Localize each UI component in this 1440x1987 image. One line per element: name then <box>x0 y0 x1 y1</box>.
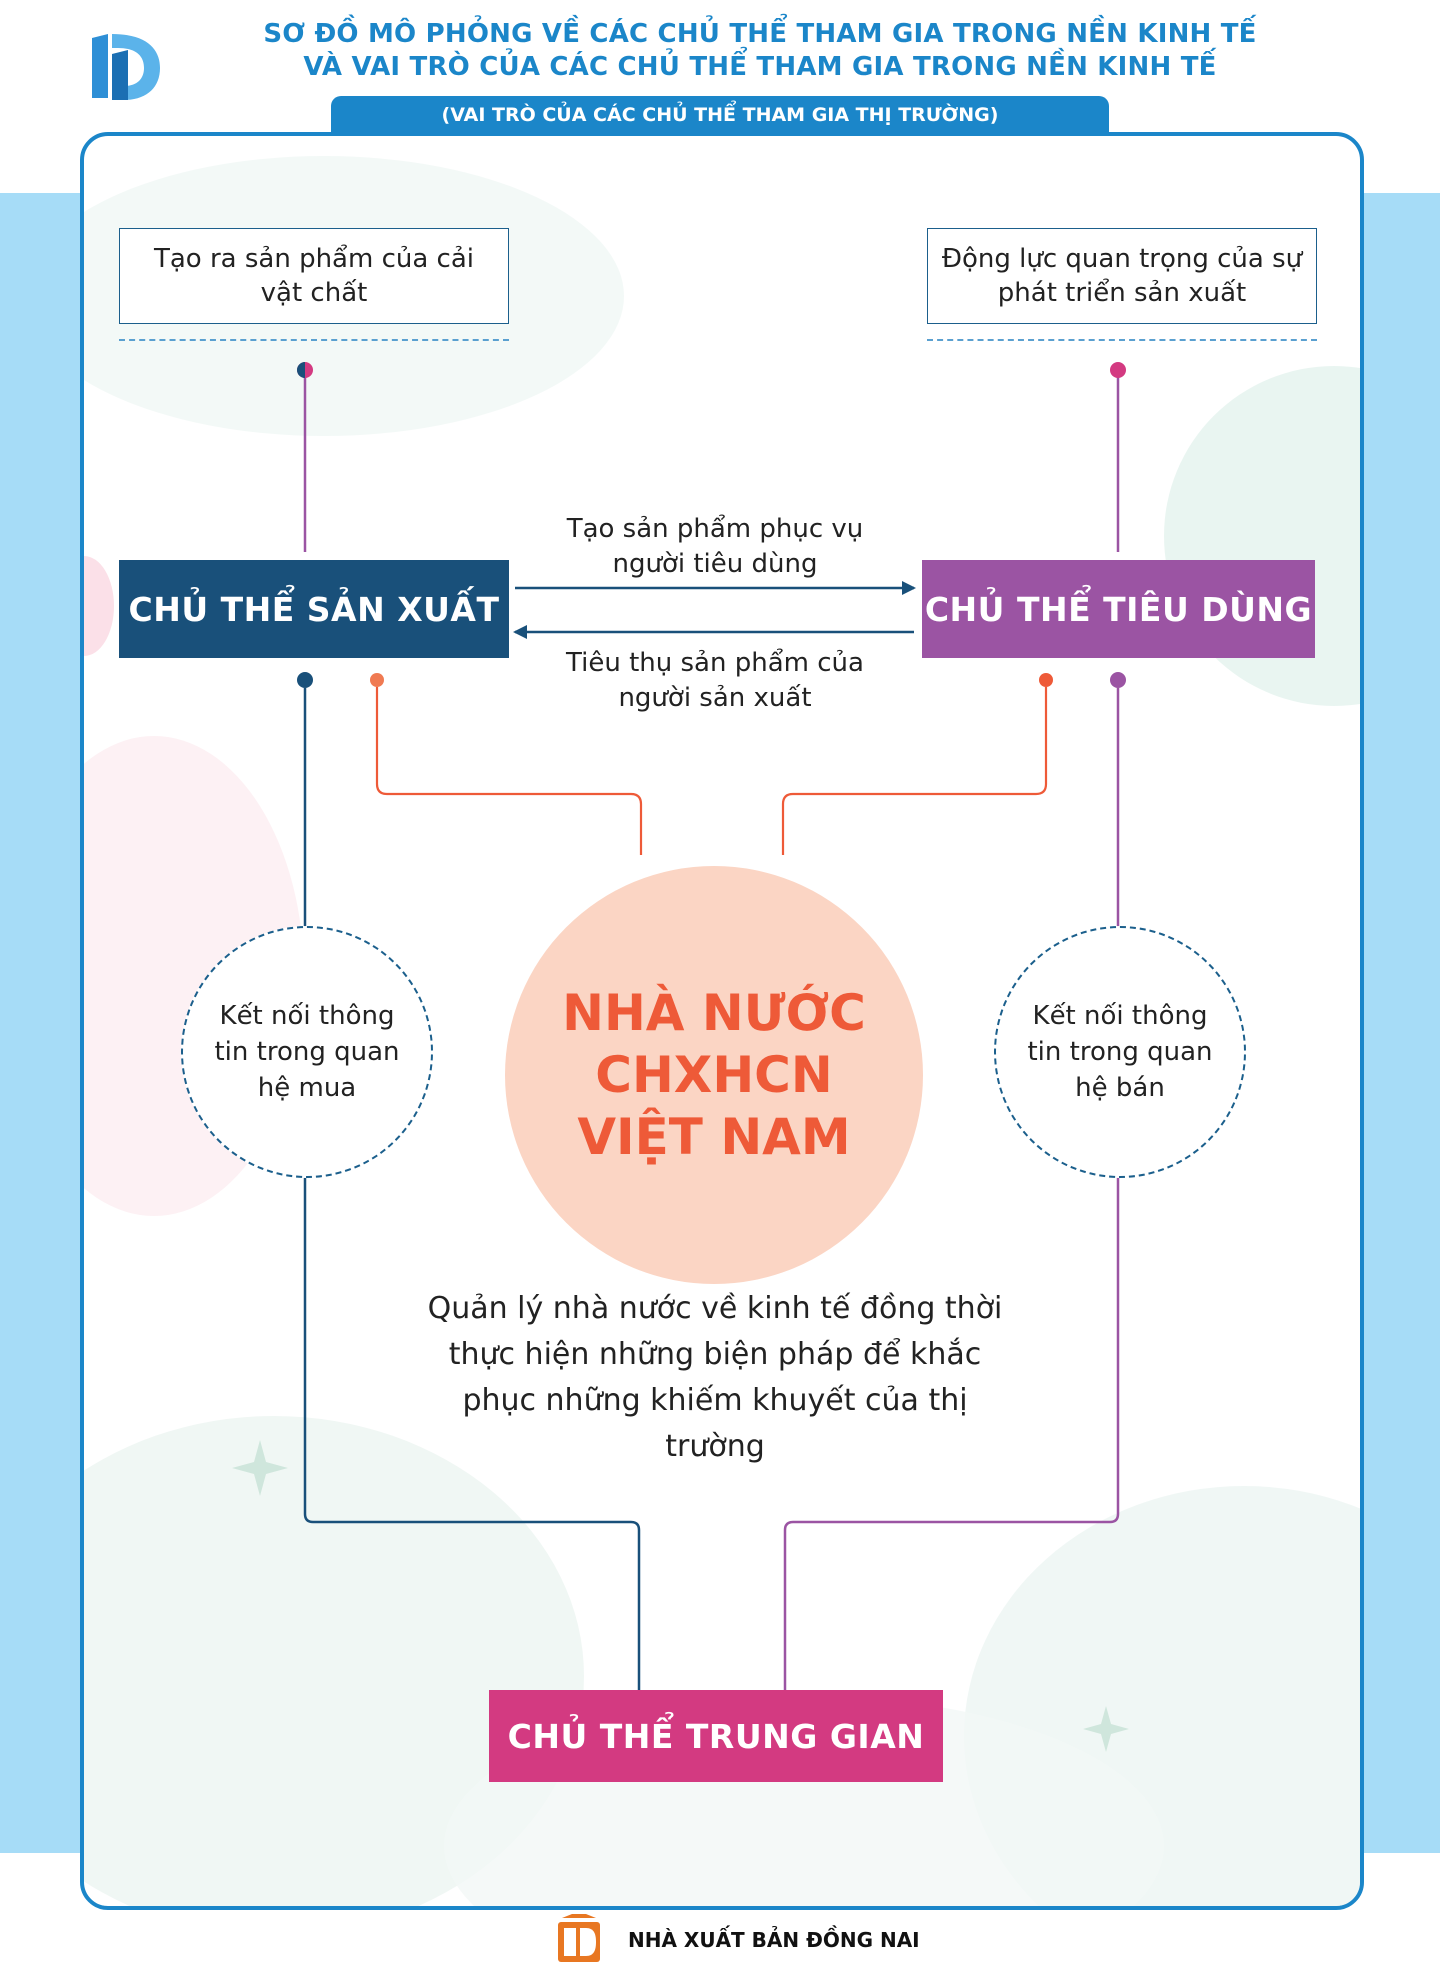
consumer-box: CHỦ THỂ TIÊU DÙNG <box>922 560 1315 658</box>
subtitle-tab: (VAI TRÒ CỦA CÁC CHỦ THỂ THAM GIA THỊ TRƯỜNG) <box>331 96 1109 134</box>
producer-role-text: Tạo ra sản phẩm của cải vật chất <box>153 244 475 308</box>
buy-link-circle <box>181 926 433 1178</box>
consumer-role-box <box>927 228 1317 324</box>
state-circle <box>505 866 923 1284</box>
title-line-2: VÀ VAI TRÒ CỦA CÁC CHỦ THỂ THAM GIA TRONG NỀN KINH TẾ <box>303 52 1217 82</box>
consumer-role-divider <box>927 339 1317 341</box>
state-label-line-3: VIỆT NAM <box>577 1108 851 1166</box>
state-label-line-2: CHXHCN <box>595 1046 833 1104</box>
producer-role-divider <box>119 339 509 341</box>
producer-role-box <box>119 228 509 324</box>
state-label-line-1: NHÀ NƯỚC <box>562 984 866 1042</box>
sell-link-circle <box>994 926 1246 1178</box>
arrow-label-to-consumer: Tạo sản phẩm phục vụ người tiêu dùng <box>566 514 864 579</box>
intermediary-box: CHỦ THỂ TRUNG GIAN <box>489 1690 943 1782</box>
arrow-label-to-producer: Tiêu thụ sản phẩm của người sản xuất <box>566 648 864 713</box>
sell-link-text: Kết nối thông tin trong quan hệ bán <box>1027 1001 1213 1103</box>
title-line-1: SƠ ĐỒ MÔ PHỎNG VỀ CÁC CHỦ THỂ THAM GIA TRONG NỀN KINH TẾ <box>263 19 1257 49</box>
publisher-name: NHÀ XUẤT BẢN ĐỒNG NAI <box>628 1928 920 1952</box>
state-role-text: Quản lý nhà nước về kinh tế đồng thời thực hiện những biện pháp để khắc phục những khiếm khuyết của thị trường <box>427 1291 1003 1464</box>
buy-link-text: Kết nối thông tin trong quan hệ mua <box>214 1001 400 1103</box>
consumer-role-text: Động lực quan trọng của sự phát triển sản xuất <box>941 244 1303 308</box>
producer-box: CHỦ THỂ SẢN XUẤT <box>119 560 509 658</box>
publisher-footer-logo-icon <box>556 1914 602 1964</box>
